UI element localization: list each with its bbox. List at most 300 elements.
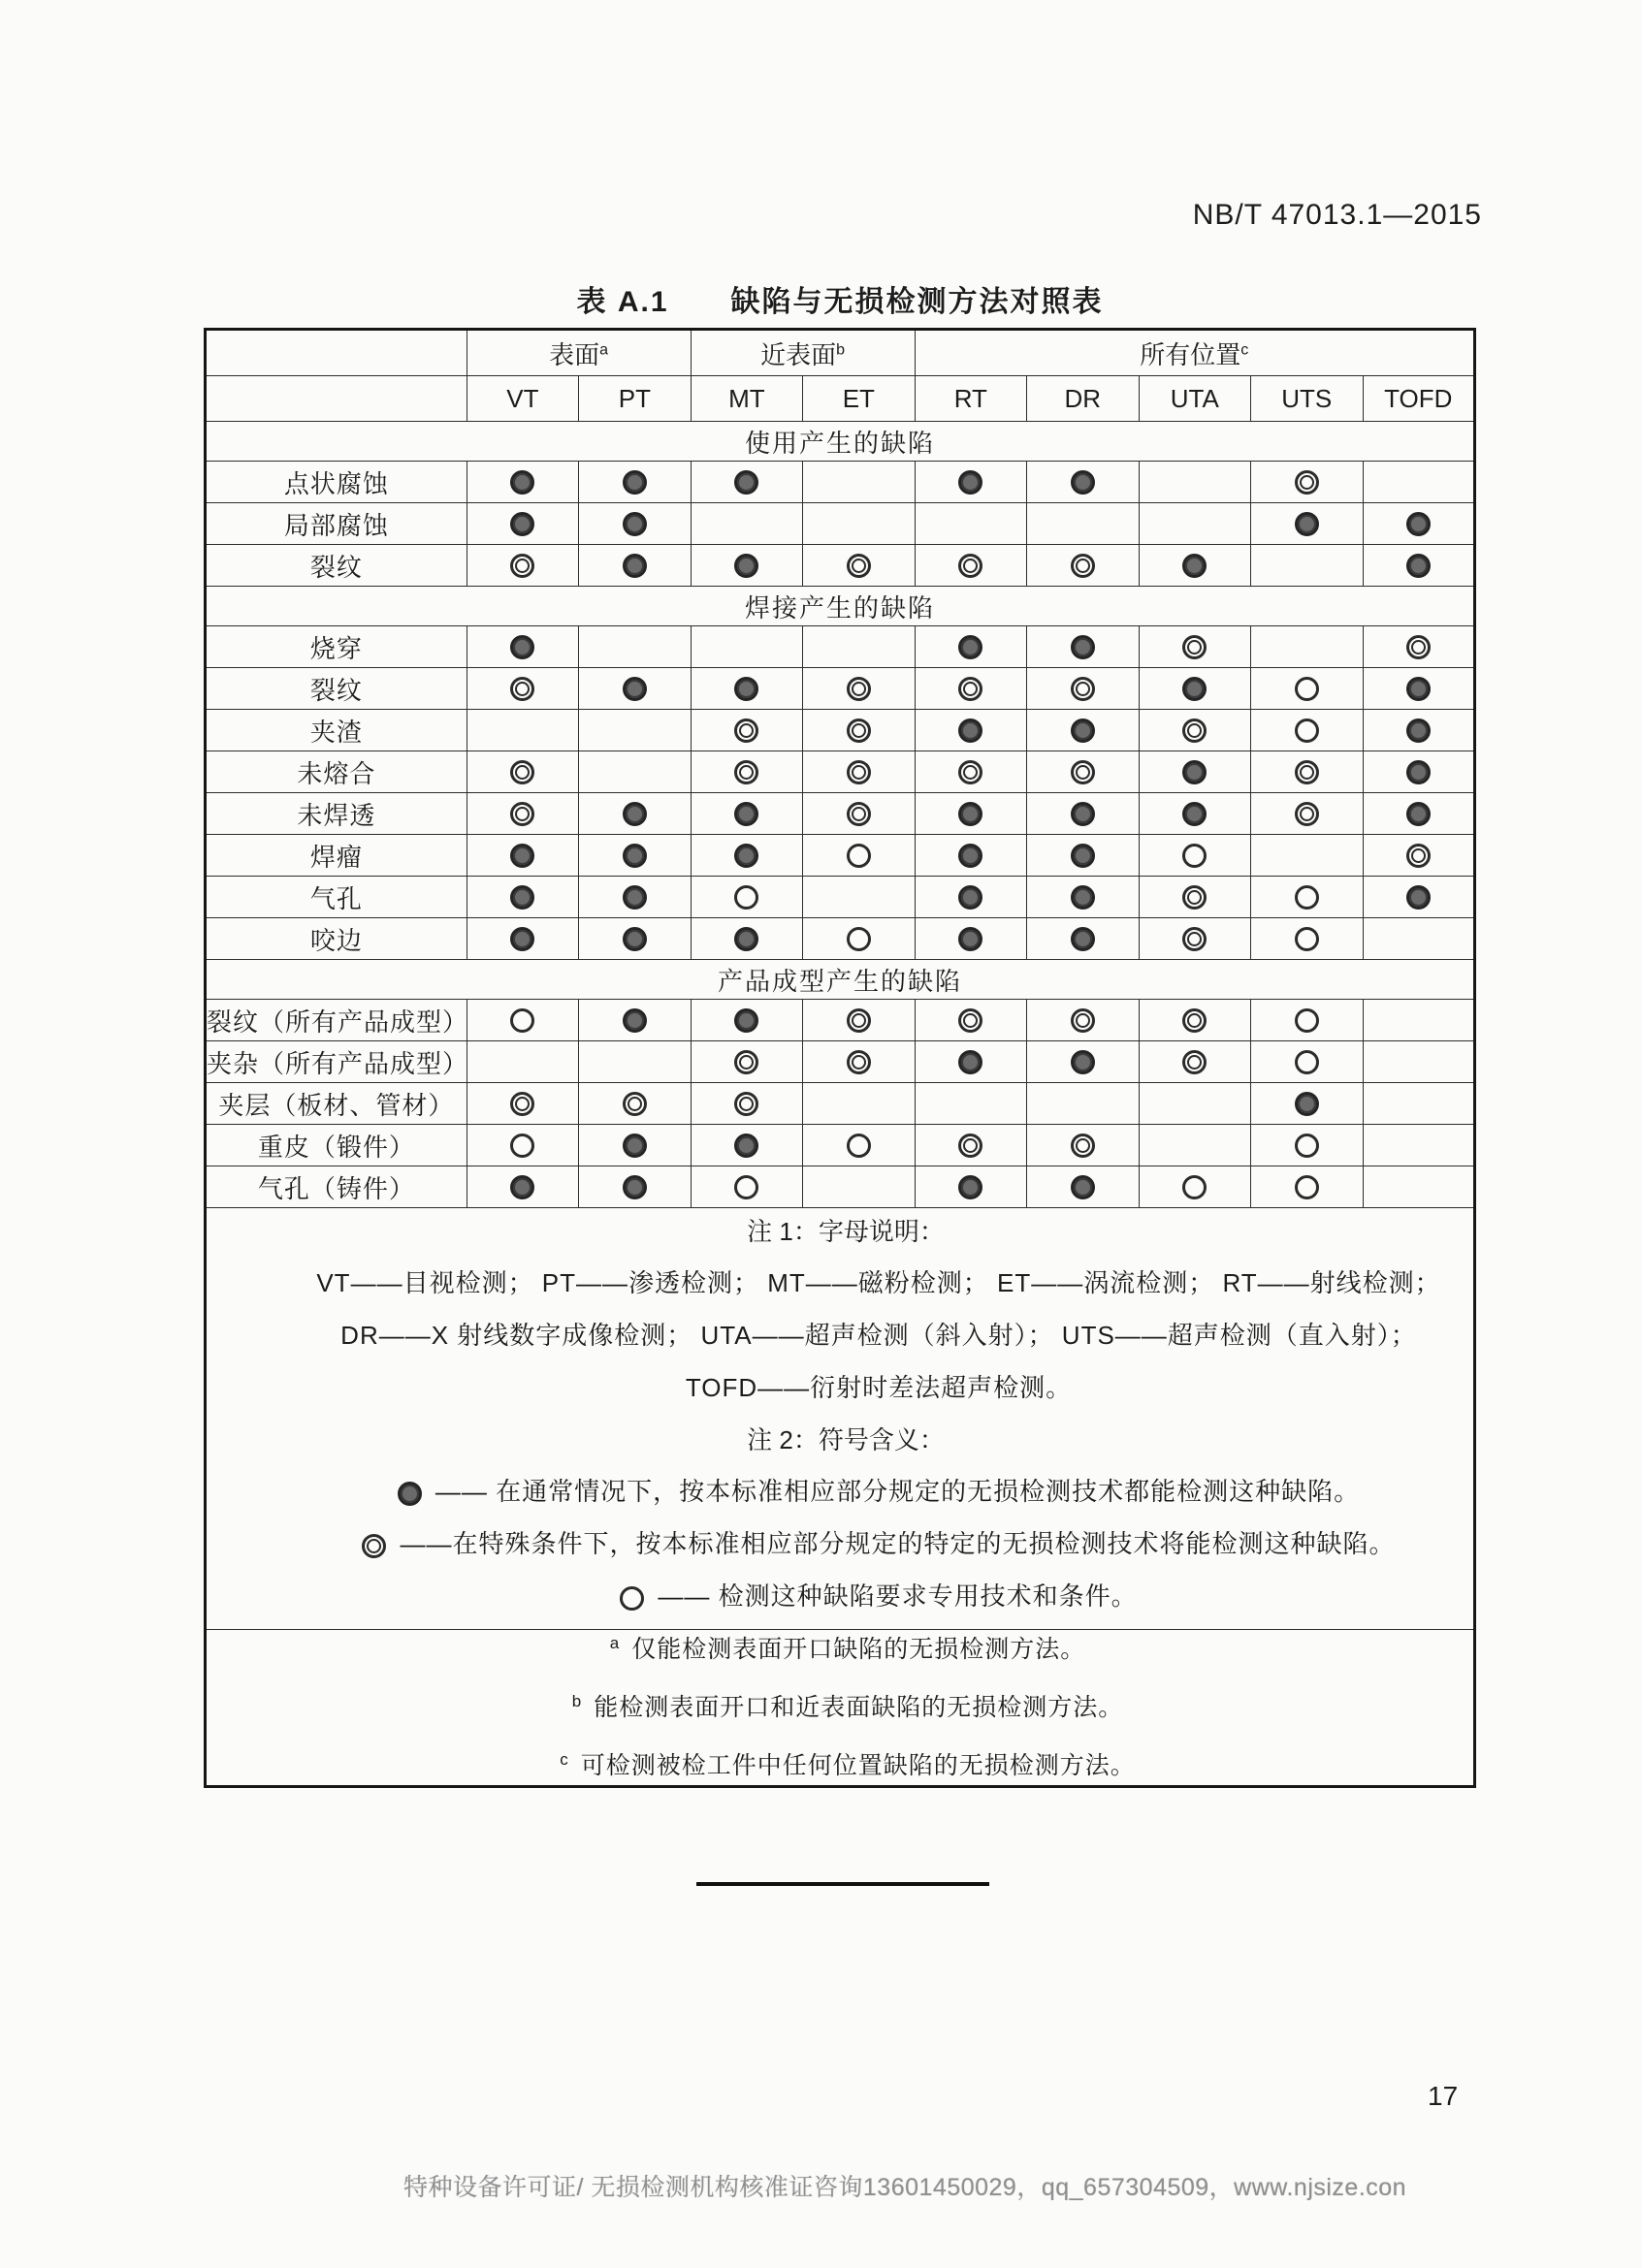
footnote-line [222,1688,1473,1723]
double-circle-symbol [958,1134,982,1158]
defect-name: 夹渣 [206,710,467,751]
symbol-cell [579,462,691,503]
symbol-cell [579,877,691,918]
section-title: 产品成型产生的缺陷 [206,960,1475,1000]
symbol-cell [1027,462,1139,503]
symbol-cell [1139,1041,1250,1083]
symbol-cell [803,1125,915,1166]
filled-circle-symbol [623,927,647,951]
table-row [206,1041,1475,1083]
filled-circle-symbol [1071,885,1095,910]
open-circle-symbol [1182,1175,1207,1199]
symbol-cell [579,918,691,960]
open-circle-symbol [1295,1008,1319,1033]
filled-circle-symbol [1295,1092,1319,1116]
legend-line [284,1577,1473,1613]
symbol-cell [691,1166,802,1208]
double-circle-symbol [734,719,758,743]
filled-circle-symbol [1295,512,1319,536]
symbol-cell [803,1041,915,1083]
filled-circle-symbol [1071,719,1095,743]
symbol-cell [803,626,915,668]
filled-circle-symbol [510,885,534,910]
table-row [206,462,1475,503]
open-circle-symbol [1295,719,1319,743]
footer-watermark: 特种设备许可证/ 无损检测机构核准证咨询13601450029，qq_657304509，www.njsize.con [403,2174,1407,2201]
symbol-cell [1251,710,1363,751]
footnote-marker: b [571,1691,583,1710]
symbol-cell [579,1083,691,1125]
symbol-cell [467,877,578,918]
table-row [206,1125,1475,1166]
filled-circle-symbol [623,512,647,536]
table-row [206,668,1475,710]
column-header-PT: PT [579,376,691,422]
symbol-cell [467,462,578,503]
footnotes-cell [206,1630,1475,1787]
filled-circle-symbol [1071,470,1095,495]
symbol-cell [467,1000,578,1041]
footnote-marker: a [599,340,609,358]
symbol-cell [1139,1125,1250,1166]
legend-text: —— 在通常情况下，按本标准相应部分规定的无损检测技术都能检测这种缺陷。 [435,1477,1361,1506]
symbol-cell [1251,668,1363,710]
double-circle-symbol [1182,927,1207,951]
symbol-cell [691,1000,802,1041]
column-group-row [206,330,1475,376]
symbol-cell [1139,918,1250,960]
notes-row [206,1208,1475,1630]
symbol-cell [467,1083,578,1125]
symbol-cell [467,503,578,545]
double-circle-symbol [734,1050,758,1074]
symbol-cell [1251,1000,1363,1041]
double-circle-symbol [510,677,534,701]
double-circle-symbol [623,1092,647,1116]
open-circle-symbol [847,844,871,868]
symbol-cell [691,793,802,835]
symbol-cell [1027,1000,1139,1041]
symbol-cell [579,793,691,835]
symbol-cell [1363,793,1474,835]
double-circle-symbol [510,760,534,784]
symbol-cell [579,1166,691,1208]
symbol-cell [467,1166,578,1208]
symbol-cell [1363,626,1474,668]
filled-circle-symbol [734,677,758,701]
column-header-MT: MT [691,376,802,422]
symbol-cell [1363,545,1474,587]
symbol-cell [915,1083,1026,1125]
legend-text: —— 检测这种缺陷要求专用技术和条件。 [658,1581,1138,1611]
filled-circle-symbol [510,512,534,536]
section-title: 使用产生的缺陷 [206,422,1475,462]
filled-circle-symbol [734,1008,758,1033]
symbol-cell [579,626,691,668]
symbol-cell [1139,1166,1250,1208]
filled-circle-symbol [623,1175,647,1199]
double-circle-symbol [1295,470,1319,495]
defect-name: 重皮（锻件） [206,1125,467,1166]
symbol-cell [915,1041,1026,1083]
symbol-cell [467,835,578,877]
section-header-row [206,587,1475,626]
double-circle-symbol [362,1534,386,1558]
symbol-cell [1139,668,1250,710]
symbol-cell [467,918,578,960]
double-circle-symbol [847,760,871,784]
symbol-cell [467,793,578,835]
symbol-cell [803,503,915,545]
symbol-cell [691,1083,802,1125]
symbol-cell [1139,626,1250,668]
filled-circle-symbol [958,1050,982,1074]
table-row [206,545,1475,587]
defect-name: 裂纹 [206,545,467,587]
double-circle-symbol [847,719,871,743]
table-row [206,1000,1475,1041]
symbol-cell [1251,918,1363,960]
defect-name: 气孔（铸件） [206,1166,467,1208]
symbol-cell [691,1041,802,1083]
double-circle-symbol [510,802,534,826]
filled-circle-symbol [623,470,647,495]
symbol-cell [1363,462,1474,503]
symbol-cell [803,545,915,587]
symbol-cell [1363,1000,1474,1041]
double-circle-symbol [1406,844,1431,868]
symbol-cell [691,918,802,960]
double-circle-symbol [1182,635,1207,659]
column-group-2: 所有位置$^c$ [915,330,1474,376]
defect-name: 焊瘤 [206,835,467,877]
filled-circle-symbol [1071,635,1095,659]
symbol-cell [467,545,578,587]
symbol-cell [691,835,802,877]
symbol-cell [691,626,802,668]
symbol-cell [579,668,691,710]
table-row [206,877,1475,918]
open-circle-symbol [1295,927,1319,951]
symbol-cell [915,545,1026,587]
symbol-cell [579,503,691,545]
double-circle-symbol [734,760,758,784]
table-row [206,710,1475,751]
table-row [206,503,1475,545]
symbol-cell [803,918,915,960]
symbol-cell [915,626,1026,668]
filled-circle-symbol [734,554,758,578]
defect-name: 气孔 [206,877,467,918]
symbol-cell [1139,545,1250,587]
symbol-cell [803,462,915,503]
symbol-cell [1027,1125,1139,1166]
filled-circle-symbol [958,719,982,743]
double-circle-symbol [1182,885,1207,910]
footnote-text: 可检测被检工件中任何位置缺陷的无损检测方法。 [580,1752,1136,1779]
symbol-cell [1027,668,1139,710]
open-circle-symbol [734,1175,758,1199]
symbol-cell [915,462,1026,503]
symbol-cell [1251,1166,1363,1208]
column-header-RT: RT [915,376,1026,422]
double-circle-symbol [1295,760,1319,784]
symbol-cell [579,710,691,751]
symbol-cell [1027,918,1139,960]
filled-circle-symbol [510,927,534,951]
footnote-line [222,1630,1473,1665]
filled-circle-symbol [623,677,647,701]
symbol-cell [1027,503,1139,545]
filled-circle-symbol [958,802,982,826]
defect-name: 夹层（板材、管材） [206,1083,467,1125]
column-header-row [206,376,1475,422]
defect-name: 烧穿 [206,626,467,668]
note1-line: TOFD——衍射时差法超声检测。 [685,1373,1073,1402]
double-circle-symbol [510,554,534,578]
filled-circle-symbol [1406,677,1431,701]
symbol-cell [691,710,802,751]
footnote-marker: b [836,340,846,358]
open-circle-symbol [1295,1175,1319,1199]
symbol-cell [803,1166,915,1208]
symbol-cell [579,1125,691,1166]
symbol-cell [915,1166,1026,1208]
section-title: 焊接产生的缺陷 [206,587,1475,626]
symbol-cell [691,751,802,793]
symbol-cell [467,751,578,793]
filled-circle-symbol [958,927,982,951]
double-circle-symbol [1071,760,1095,784]
symbol-cell [1251,462,1363,503]
symbol-cell [803,668,915,710]
double-circle-symbol [1295,802,1319,826]
footnote-line [222,1746,1473,1781]
double-circle-symbol [1071,677,1095,701]
symbol-cell [1251,1083,1363,1125]
double-circle-symbol [1182,1050,1207,1074]
symbol-cell [691,1125,802,1166]
column-header-TOFD: TOFD [1363,376,1474,422]
section-header-row [206,960,1475,1000]
double-circle-symbol [847,1050,871,1074]
symbol-cell [915,1125,1026,1166]
symbol-cell [1363,1125,1474,1166]
filled-circle-symbol [958,470,982,495]
symbol-cell [1251,793,1363,835]
defect-name: 夹杂（所有产品成型） [206,1041,467,1083]
symbol-cell [915,503,1026,545]
filled-circle-symbol [1071,927,1095,951]
double-circle-symbol [1406,635,1431,659]
open-circle-symbol [1295,1050,1319,1074]
filled-circle-symbol [1071,1050,1095,1074]
symbol-cell [803,1000,915,1041]
symbol-cell [579,751,691,793]
open-circle-symbol [1295,885,1319,910]
filled-circle-symbol [623,802,647,826]
footnotes-row [206,1630,1475,1787]
symbol-cell [1363,751,1474,793]
symbol-cell [467,710,578,751]
symbol-cell [1363,503,1474,545]
open-circle-symbol [510,1008,534,1033]
table-title: 表 A.1 缺陷与无损检测方法对照表 [576,286,1104,318]
symbol-cell [803,835,915,877]
symbol-cell [691,668,802,710]
symbol-cell [803,710,915,751]
filled-circle-symbol [958,885,982,910]
open-circle-symbol [510,1134,534,1158]
symbol-cell [1139,1000,1250,1041]
symbol-cell [691,462,802,503]
filled-circle-symbol [1406,760,1431,784]
filled-circle-symbol [734,802,758,826]
table-row [206,626,1475,668]
symbol-cell [915,835,1026,877]
symbol-cell [1251,626,1363,668]
filled-circle-symbol [1182,554,1207,578]
symbol-cell [579,1000,691,1041]
defect-name: 裂纹（所有产品成型） [206,1000,467,1041]
symbol-cell [1139,503,1250,545]
filled-circle-symbol [1182,802,1207,826]
double-circle-symbol [847,554,871,578]
empty-header-cell [206,376,467,422]
symbol-cell [1363,918,1474,960]
notes-cell [206,1208,1475,1630]
filled-circle-symbol [1406,719,1431,743]
symbol-cell [1363,1041,1474,1083]
table-row [206,1083,1475,1125]
table-row [206,793,1475,835]
double-circle-symbol [958,554,982,578]
filled-circle-symbol [510,1175,534,1199]
defect-name: 局部腐蚀 [206,503,467,545]
end-of-document-rule [696,1882,989,1886]
filled-circle-symbol [734,1134,758,1158]
note1-line: VT——目视检测； PT——渗透检测； MT——磁粉检测； ET——涡流检测； RT——射线检测； [316,1268,1441,1297]
symbol-cell [1251,1125,1363,1166]
symbol-cell [691,545,802,587]
symbol-cell [1251,751,1363,793]
table-row [206,1166,1475,1208]
filled-circle-symbol [398,1482,422,1506]
symbol-cell [1027,626,1139,668]
symbol-cell [1363,835,1474,877]
filled-circle-symbol [734,927,758,951]
symbol-cell [1027,1083,1139,1125]
footnote-marker: c [560,1749,569,1769]
double-circle-symbol [847,1008,871,1033]
double-circle-symbol [847,677,871,701]
symbol-cell [1139,462,1250,503]
open-circle-symbol [734,885,758,910]
symbol-cell [1027,835,1139,877]
defect-name: 未熔合 [206,751,467,793]
defect-ndt-table [204,328,1476,1788]
note1-label: 注 1：字母说明： [747,1217,945,1246]
symbol-cell [915,668,1026,710]
column-header-UTS: UTS [1251,376,1363,422]
symbol-cell [1139,1083,1250,1125]
symbol-cell [1139,751,1250,793]
symbol-cell [467,1041,578,1083]
double-circle-symbol [1182,719,1207,743]
legend-line [284,1472,1473,1508]
filled-circle-symbol [734,470,758,495]
open-circle-symbol [1182,844,1207,868]
filled-circle-symbol [1182,677,1207,701]
filled-circle-symbol [510,844,534,868]
symbol-cell [1027,710,1139,751]
filled-circle-symbol [510,470,534,495]
defect-name-header-cell [206,330,467,376]
legend-text: ——在特殊条件下，按本标准相应部分规定的特定的无损检测技术将能检测这种缺陷。 [400,1529,1396,1558]
symbol-cell [691,503,802,545]
filled-circle-symbol [958,844,982,868]
filled-circle-symbol [623,844,647,868]
column-group-1: 近表面$^b$ [691,330,915,376]
symbol-cell [915,751,1026,793]
symbol-cell [803,751,915,793]
double-circle-symbol [958,760,982,784]
filled-circle-symbol [623,1134,647,1158]
symbol-cell [1139,710,1250,751]
filled-circle-symbol [623,885,647,910]
filled-circle-symbol [1406,885,1431,910]
filled-circle-symbol [734,844,758,868]
symbol-cell [1363,710,1474,751]
symbol-cell [803,793,915,835]
symbol-cell [803,1083,915,1125]
note1-line: DR——X 射线数字成像检测； UTA——超声检测（斜入射）； UTS——超声检测（直入射）； [340,1321,1417,1350]
symbol-cell [1139,793,1250,835]
column-header-ET: ET [803,376,915,422]
filled-circle-symbol [510,635,534,659]
filled-circle-symbol [958,635,982,659]
symbol-cell [803,877,915,918]
symbol-cell [1139,877,1250,918]
symbol-cell [1251,877,1363,918]
filled-circle-symbol [958,1175,982,1199]
symbol-cell [1027,877,1139,918]
table-row [206,751,1475,793]
filled-circle-symbol [1406,512,1431,536]
symbol-cell [1363,668,1474,710]
footnote-marker: c [1240,340,1249,358]
footnote-text: 能检测表面开口和近表面缺陷的无损检测方法。 [594,1694,1124,1721]
symbol-cell [1027,545,1139,587]
double-circle-symbol [958,1008,982,1033]
double-circle-symbol [510,1092,534,1116]
symbol-cell [1027,1041,1139,1083]
symbol-cell [1363,877,1474,918]
footnote-marker: a [609,1633,621,1652]
table-row [206,918,1475,960]
open-circle-symbol [847,927,871,951]
note2-label: 注 2：符号含义： [747,1425,945,1454]
filled-circle-symbol [623,1008,647,1033]
symbol-cell [1139,835,1250,877]
double-circle-symbol [958,677,982,701]
symbol-cell [915,918,1026,960]
symbol-cell [1251,545,1363,587]
defect-name: 咬边 [206,918,467,960]
defect-name: 未焊透 [206,793,467,835]
open-circle-symbol [1295,677,1319,701]
symbol-cell [915,877,1026,918]
